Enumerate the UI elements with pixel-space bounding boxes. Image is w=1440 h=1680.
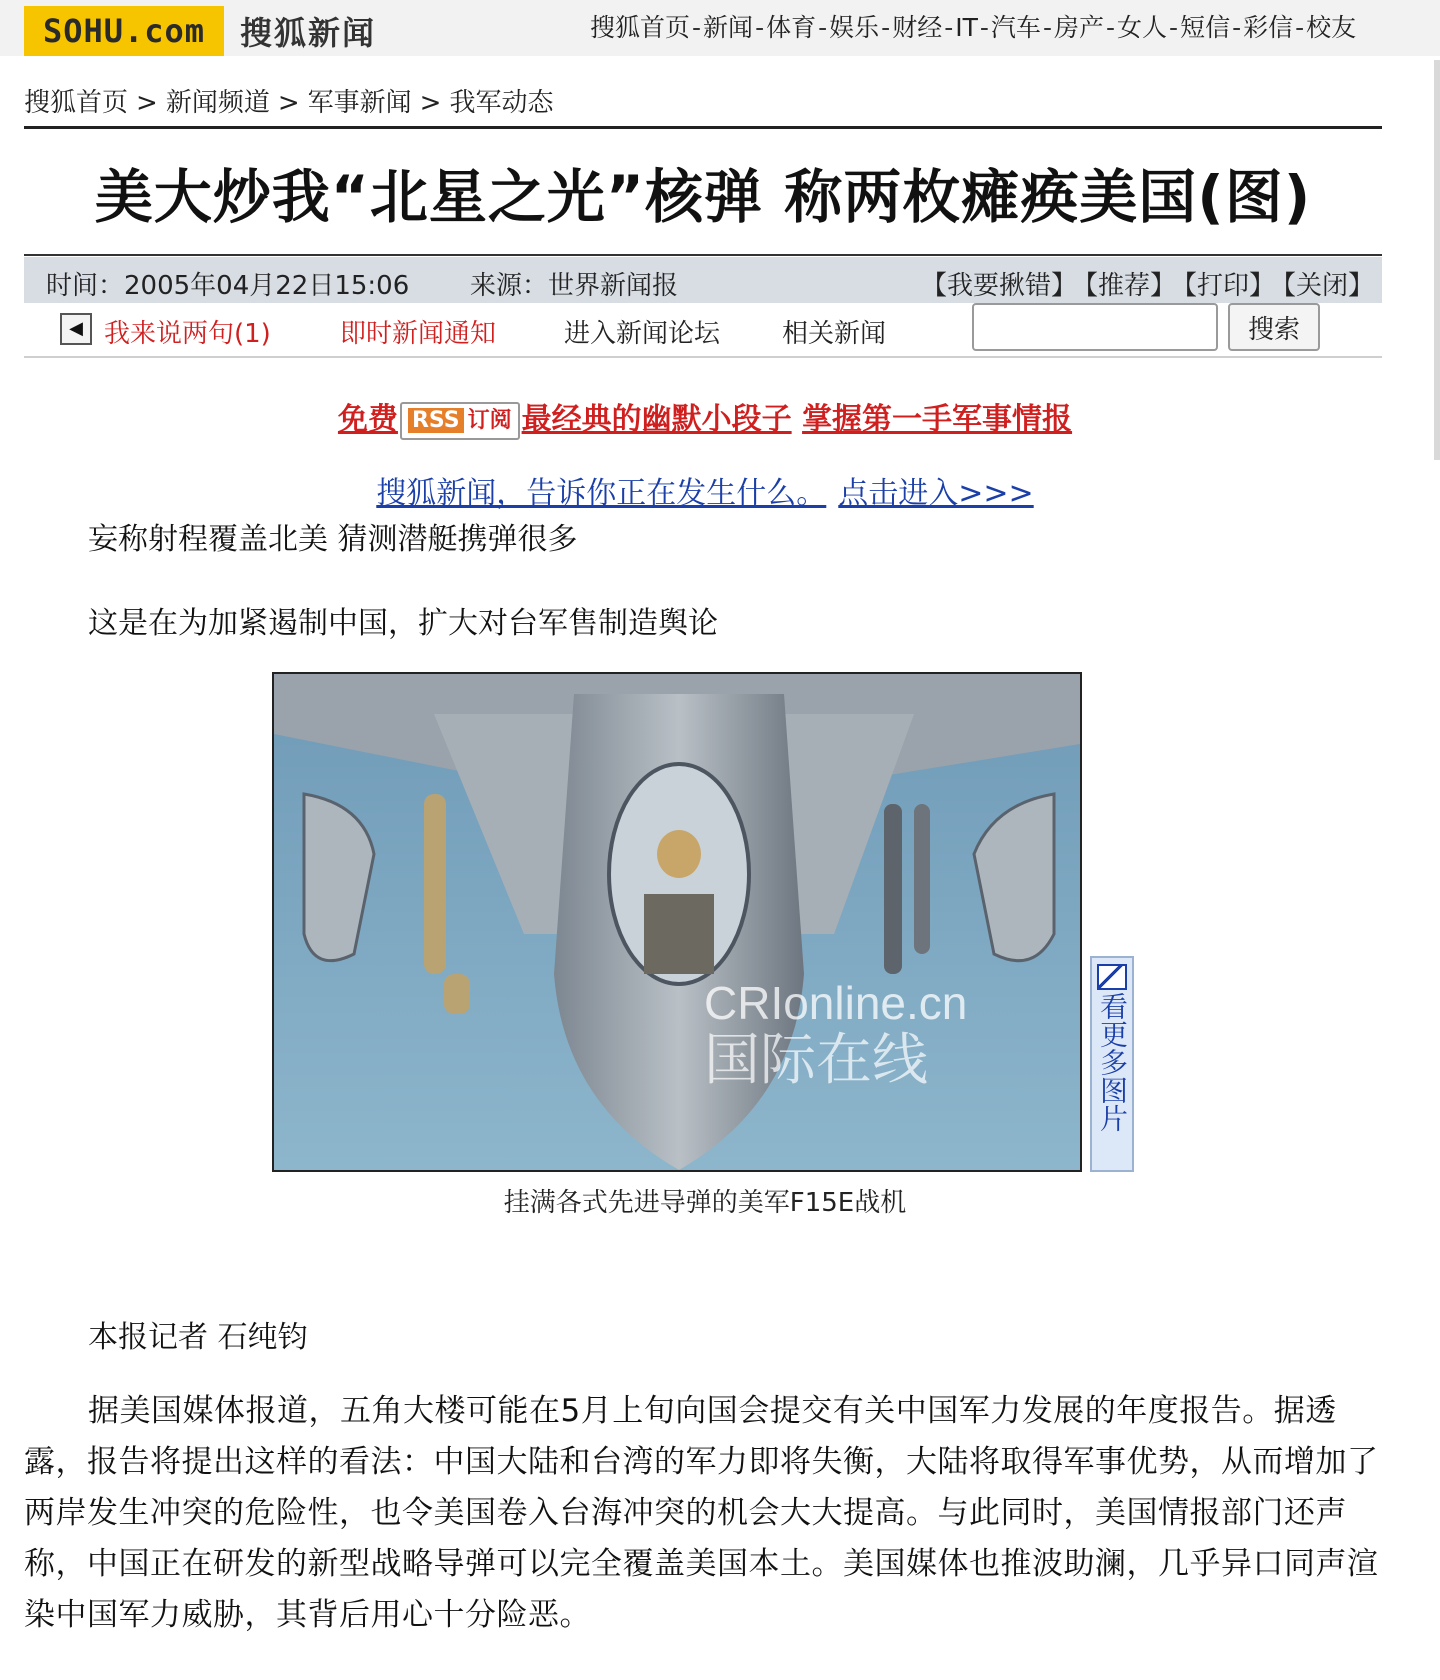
close-link[interactable]: 【关闭】 (1282, 271, 1374, 301)
article-subtitle-2: 这是在为加紧遏制中国，扩大对台军售制造舆论 (88, 606, 718, 641)
promo-free-link[interactable]: 免费 (337, 402, 398, 437)
top-nav: 搜狐首页-新闻-体育-娱乐-财经-IT-汽车-房产-女人-短信-彩信-校友 (590, 13, 1357, 42)
divider (24, 356, 1382, 358)
divider (24, 126, 1382, 129)
article-paragraph: 据美国媒体报道，五角大楼可能在5月上旬向国会提交有关中国军力发展的年度报告。据透露，报告将提出这样的看法：中国大陆和台湾的军力即将失衡，大陆将取得军事优势，从而增加了两岸发生冲突的危险性，也令美国卷入台海冲突的机会大大提高。与此同时，美国情报部门还声称，中国正在研发的新型战略导弹可以完全覆盖美国本土。美国媒体也推波助澜，几乎异口同声渲染中国军力威胁，其背后用心十分险恶。 (24, 1393, 1379, 1633)
watermark-cn: 国际在线 (704, 1028, 928, 1093)
brand-title[interactable]: 搜狐新闻 (240, 14, 377, 52)
promo-military-link[interactable]: 掌握第一手军事情报 (802, 402, 1073, 437)
news-alert-link[interactable]: 即时新闻通知 (340, 319, 497, 349)
breadcrumb-news-channel[interactable]: 新闻频道 (165, 88, 270, 118)
nav-link-sports[interactable]: 体育 (766, 13, 817, 42)
article-source: 来源：世界新闻报 (470, 271, 679, 301)
breadcrumb: 搜狐首页 > 新闻频道 > 军事新闻 > 我军动态 (24, 88, 554, 118)
photo-caption: 挂满各式先进导弹的美军F15E战机 (503, 1188, 907, 1218)
sohu-news-slogan-link[interactable]: 搜狐新闻，告诉你正在发生什么。 (376, 476, 827, 511)
nav-link-mms[interactable]: 彩信 (1243, 13, 1294, 42)
breadcrumb-military-news[interactable]: 军事新闻 (307, 88, 412, 118)
top-bar (0, 0, 1440, 56)
promo-jokes-link[interactable]: 最经典的幽默小段子 (521, 402, 792, 437)
publish-time: 时间：2005年04月22日15:06 (46, 271, 410, 301)
nav-link-alumni[interactable]: 校友 (1306, 13, 1357, 42)
rss-subscribe-badge[interactable]: RSS 订阅 (400, 402, 520, 440)
more-photos-button[interactable] (1090, 956, 1134, 1172)
forum-link[interactable]: 进入新闻论坛 (564, 319, 721, 349)
nav-link-news[interactable]: 新闻 (703, 13, 754, 42)
more-photos-label: 看更多图片 (1096, 992, 1129, 1132)
article-subtitle-1: 妄称射程覆盖北美 猜测潜艇携弹很多 (88, 522, 578, 557)
byline: 本报记者 石纯钧 (88, 1320, 308, 1355)
breadcrumb-home[interactable]: 搜狐首页 (24, 88, 129, 118)
nav-link-house[interactable]: 房产 (1053, 13, 1104, 42)
article-info-bar (24, 257, 1382, 303)
article-tools (913, 265, 1374, 302)
scrollbar[interactable] (1434, 60, 1440, 460)
nav-link-it[interactable]: IT (955, 13, 978, 42)
sohu-news-enter-link[interactable]: 点击进入>>> (838, 476, 1034, 511)
nav-link-auto[interactable]: 汽车 (990, 13, 1041, 42)
article-photo[interactable] (272, 672, 1082, 1172)
nav-link-finance[interactable]: 财经 (892, 13, 943, 42)
picture-icon (1097, 964, 1127, 990)
print-link[interactable]: 【打印】 (1183, 271, 1275, 301)
search-button[interactable]: 搜索 (1228, 303, 1320, 351)
recommend-link[interactable]: 【推荐】 (1084, 271, 1176, 301)
related-news-link[interactable]: 相关新闻 (782, 319, 887, 349)
nav-link-entertainment[interactable]: 娱乐 (829, 13, 880, 42)
comment-link[interactable]: 我来说两句(1) (104, 319, 271, 349)
action-bar (24, 303, 1382, 355)
search-input[interactable] (972, 303, 1218, 351)
report-error-link[interactable]: 【我要揪错】 (920, 271, 1077, 301)
nav-link-women[interactable]: 女人 (1117, 13, 1168, 42)
nav-link-home[interactable]: 搜狐首页 (590, 13, 691, 42)
speaker-icon[interactable]: ◀ (60, 313, 92, 345)
watermark-en: CRIonline.cn (704, 977, 968, 1029)
breadcrumb-army-updates[interactable]: 我军动态 (449, 88, 554, 118)
sohu-logo[interactable]: SOHU.com (24, 6, 224, 56)
fighter-jet-photo (274, 674, 1080, 1170)
sohu-news-promo (0, 468, 1410, 512)
divider (24, 254, 1382, 256)
nav-link-sms[interactable]: 短信 (1180, 13, 1231, 42)
promo-line (0, 394, 1410, 440)
article-title: 美大炒我“北星之光”核弹 称两枚瘫痪美国(图) (94, 163, 1312, 231)
